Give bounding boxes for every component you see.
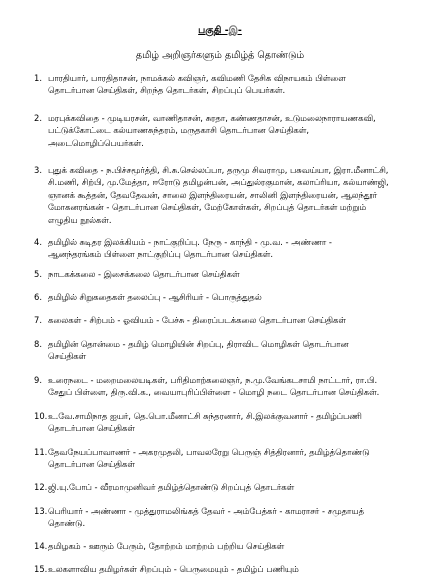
- list-item: [34, 505, 430, 530]
- item-number: 3.: [34, 165, 42, 175]
- list-item: [34, 563, 430, 575]
- item-text: தமிழில் சிறுகதைகள் தலைப்பு - ஆசிரியர் - பொருத்துதல்: [48, 292, 262, 302]
- list-item: [34, 446, 430, 471]
- item-number: 13.: [34, 506, 48, 516]
- item-text: பாரதியார், பாரதிதாசன், நாமக்கல் கவிஞர், கவிமணி தேசிக விநாயகம் பிள்ளை தொடர்பான செய்திகள், சிறந்த தொடர்கள், சிறப்புப் பெயர்கள்.: [48, 73, 346, 96]
- item-number: 12.: [34, 482, 48, 492]
- item-number: 4.: [34, 237, 42, 247]
- section-subtitle: தமிழ் அறிஞர்களும் தமிழ்த் தொண்டும்: [135, 50, 305, 61]
- item-text: ஜி.யு.போப் - வீரமாமுனிவர் தமிழ்த்தொண்டு சிறப்புத் தொடர்கள்: [48, 482, 295, 492]
- list-item: [34, 72, 430, 97]
- item-number: 1.: [34, 73, 42, 83]
- item-number: 11.: [34, 447, 48, 457]
- list-item: [34, 236, 430, 261]
- list-item: [34, 314, 430, 326]
- list-item: [34, 338, 430, 363]
- item-number: 6.: [34, 292, 42, 302]
- item-text: தேவநேயப்பாவாணர் - அகரமுதலி, பாவலரேறு பெருஞ் சித்திரனார், தமிழ்த்தொண்டு தொடர்பான செய்திகள்: [48, 447, 370, 470]
- item-text: தமிழின் தொன்மை - தமிழ் மொழியின் சிறப்பு, திராவிட மொழிகள் தொடர்பான செய்திகள்: [48, 339, 349, 362]
- item-text: புதுக் கவிதை - ந.பிச்சமூர்த்தி, சி.சு.செல்லப்பா, தருமு சிவராமு, பசுவய்யா, இரா.மீனாட்சி, சி.மணி, சிற்பி, மு.மேத்தா, ஈரோடு தமிழன்பன், அப்துல்ரகுமான், கலாப்ரியா, கல்யாண்ஜி, ஞானக் கூத்தன், தேவதேவன், சாலை இளந்திரையன், சாலினி இளந்திரையன், ஆலந்தூர் மோகனரங்கன் - தொடர்பான செய்திகள், மேற்கோள்கள், சிறப்புத் தொடர்கள் மற்றும் எழுதிய நூல்கள்.: [48, 165, 389, 225]
- list-item: [34, 374, 430, 399]
- list-item: [34, 164, 430, 226]
- list-item: [34, 410, 430, 435]
- item-number: 5.: [34, 269, 42, 279]
- item-text: பெரியார் - அண்ணா - முத்துராமலிங்கத் தேவர் - அம்பேத்கர் - காமராசர் - சமுதாயத் தொண்டு.: [48, 506, 365, 529]
- item-number: 10.: [34, 411, 48, 421]
- item-number: 14.: [34, 541, 48, 551]
- list-item: [34, 481, 430, 493]
- item-text: தமிழகம் - ஊரும் பேரும், தோற்றம் மாற்றம் பற்றிய செய்திகள்: [48, 541, 285, 551]
- list-item: [34, 112, 430, 149]
- item-number: 7.: [34, 315, 42, 325]
- item-number: 8.: [34, 339, 42, 349]
- item-text: உலகளாவிய தமிழர்கள் சிறப்பும் - பெருமையும் - தமிழ்ப் பணியும்: [48, 564, 299, 574]
- item-text: உரைநடை - மறைமலையடிகள், பரிதிமாற்கலைஞர், ந.மு.வேங்கடசாமி நாட்டார், ரா.பி. சேதுப் பிள்ளை, திரு.வி.க., வையாபுரிப்பிள்ளை - மொழி நடை தொடர்பான செய்திகள்.: [48, 375, 380, 398]
- item-text: தமிழில் சுடிதர இலக்கியம் - நாட்குறிப்பு. நேரு - காந்தி - மு.வ. - அண்ணா - ஆனந்தரங்கம் பிள்ளை நாட்குறிப்பு தொடர்பான செய்திகள்.: [48, 237, 332, 260]
- item-number: 15.: [34, 564, 48, 574]
- list-item: [34, 268, 430, 280]
- item-text: கலைகள் - சிற்பம் - ஓவியம் - பேச்சு - திரைப்படக்கலை தொடர்பான செய்திகள்: [48, 315, 346, 325]
- part-title: பகுதி -இ-: [198, 25, 242, 36]
- item-text: நாடகக்கலை - இசைக்கலை தொடர்பான செய்திகள்: [48, 269, 240, 279]
- item-text: உ.வே.சாமிநாத ஐயர், தெ.பொ.மீனாட்சி சுந்தரனார், சி.இலக்குவனார் - தமிழ்ப்பணி தொடர்பான செய்திகள்: [48, 411, 362, 434]
- list-item: [34, 540, 430, 552]
- item-text: மரபுக்கவிதை - முடியரசன், வாணிதாசன், சுரதா, கண்ணதாசன், உடுமலைநாராயணகவி, பட்டுக்கோட்டை கல்யாணசுந்தரம், மருதகாசி தொடர்பான செய்திகள், அடைமொழிப்பெயர்கள்.: [48, 113, 376, 148]
- item-number: 9.: [34, 375, 42, 385]
- list-item: [34, 291, 430, 303]
- item-number: 2.: [34, 113, 42, 123]
